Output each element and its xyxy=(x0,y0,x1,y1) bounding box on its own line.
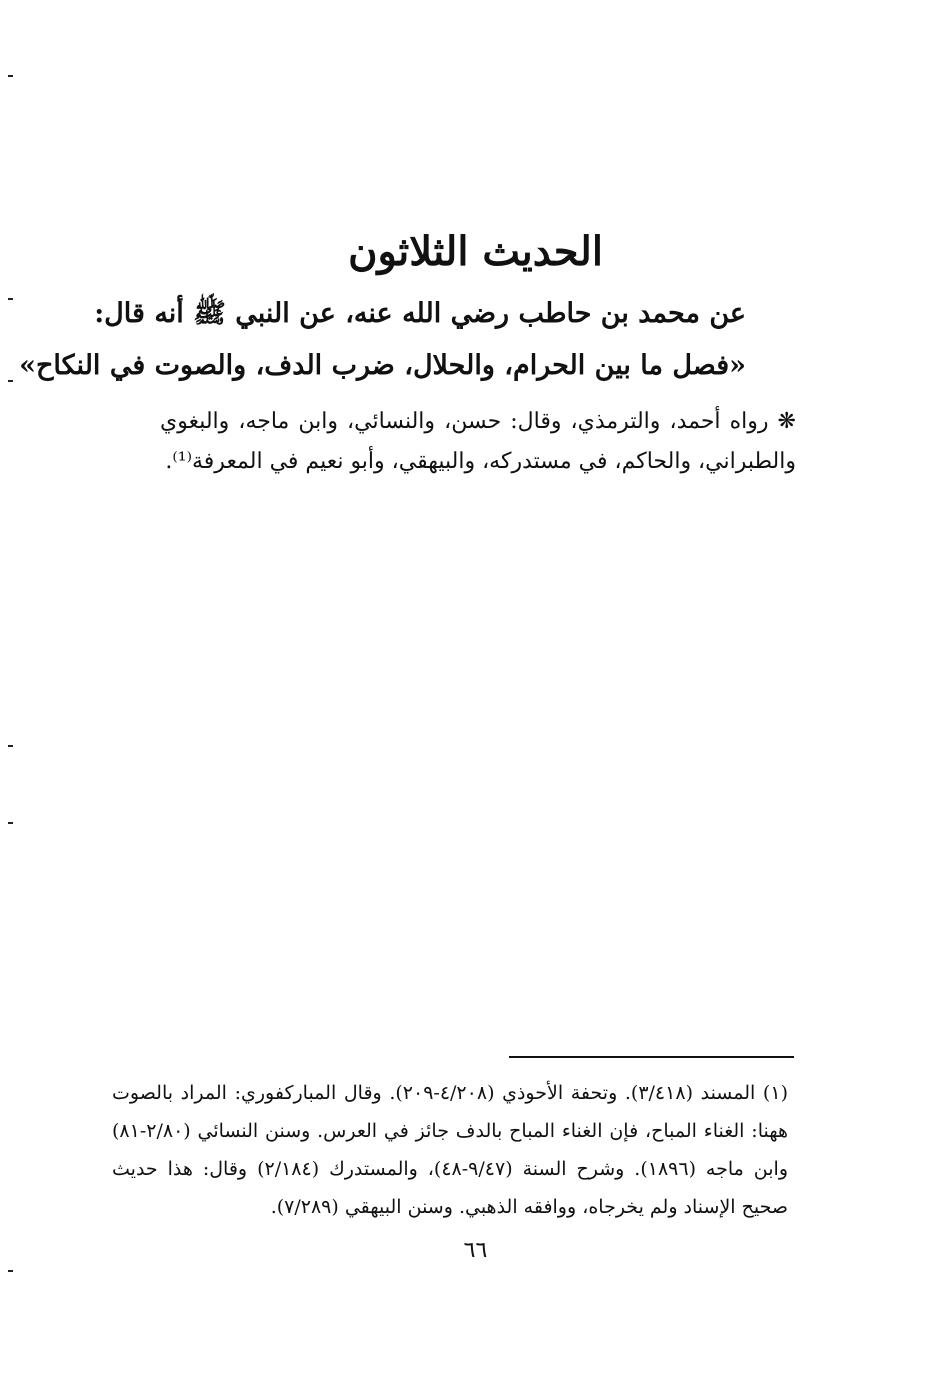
scan-artifact-mark xyxy=(8,822,13,824)
scan-artifact-mark xyxy=(8,298,13,300)
scan-artifact-mark xyxy=(8,75,13,77)
hadith-sources: ❋ رواه أحمد، والترمذي، وقال: حسن، والنسائي، وابن ماجه، والبغوي والطبراني، والحاكم، في مستدركه، والبيهقي، وأبو نعيم في المعرفة⁽¹⁾. xyxy=(160,409,796,474)
scan-artifact-mark xyxy=(8,380,13,382)
narration-chain: عن محمد بن حاطب رضي الله عنه، عن النبي ﷺ أنه قال: xyxy=(94,298,746,329)
footnote: (١) المسند (٣/٤١٨). وتحفة الأحوذي (٤/٢٠٨-٢٠٩). وقال المباركفوري: المراد بالصوت ههنا: الغناء المباح، فإن الغناء المباح بالدف جائز في العرس. وسنن النسائي (٢/٨٠-٨١) وابن ماجه (١٨٩٦). وشرح السنة (٩/٤٧-٤٨)، والمستدرك (٢/١٨٤) وقال: هذا حديث صحيح الإسناد ولم يخرجاه، ووافقه الذهبي. وسنن البيهقي (٧/٢٨٩). xyxy=(112,1082,788,1218)
chapter-heading: الحديث الثلاثون xyxy=(348,228,603,275)
page-number: ٦٦ xyxy=(463,1238,488,1263)
hadith-text: «فصل ما بين الحرام، والحلال، ضرب الدف، والصوت في النكاح» xyxy=(19,350,746,381)
scan-artifact-mark xyxy=(8,745,13,747)
footnote-divider xyxy=(509,1056,794,1058)
scan-artifact-mark xyxy=(8,1270,13,1272)
